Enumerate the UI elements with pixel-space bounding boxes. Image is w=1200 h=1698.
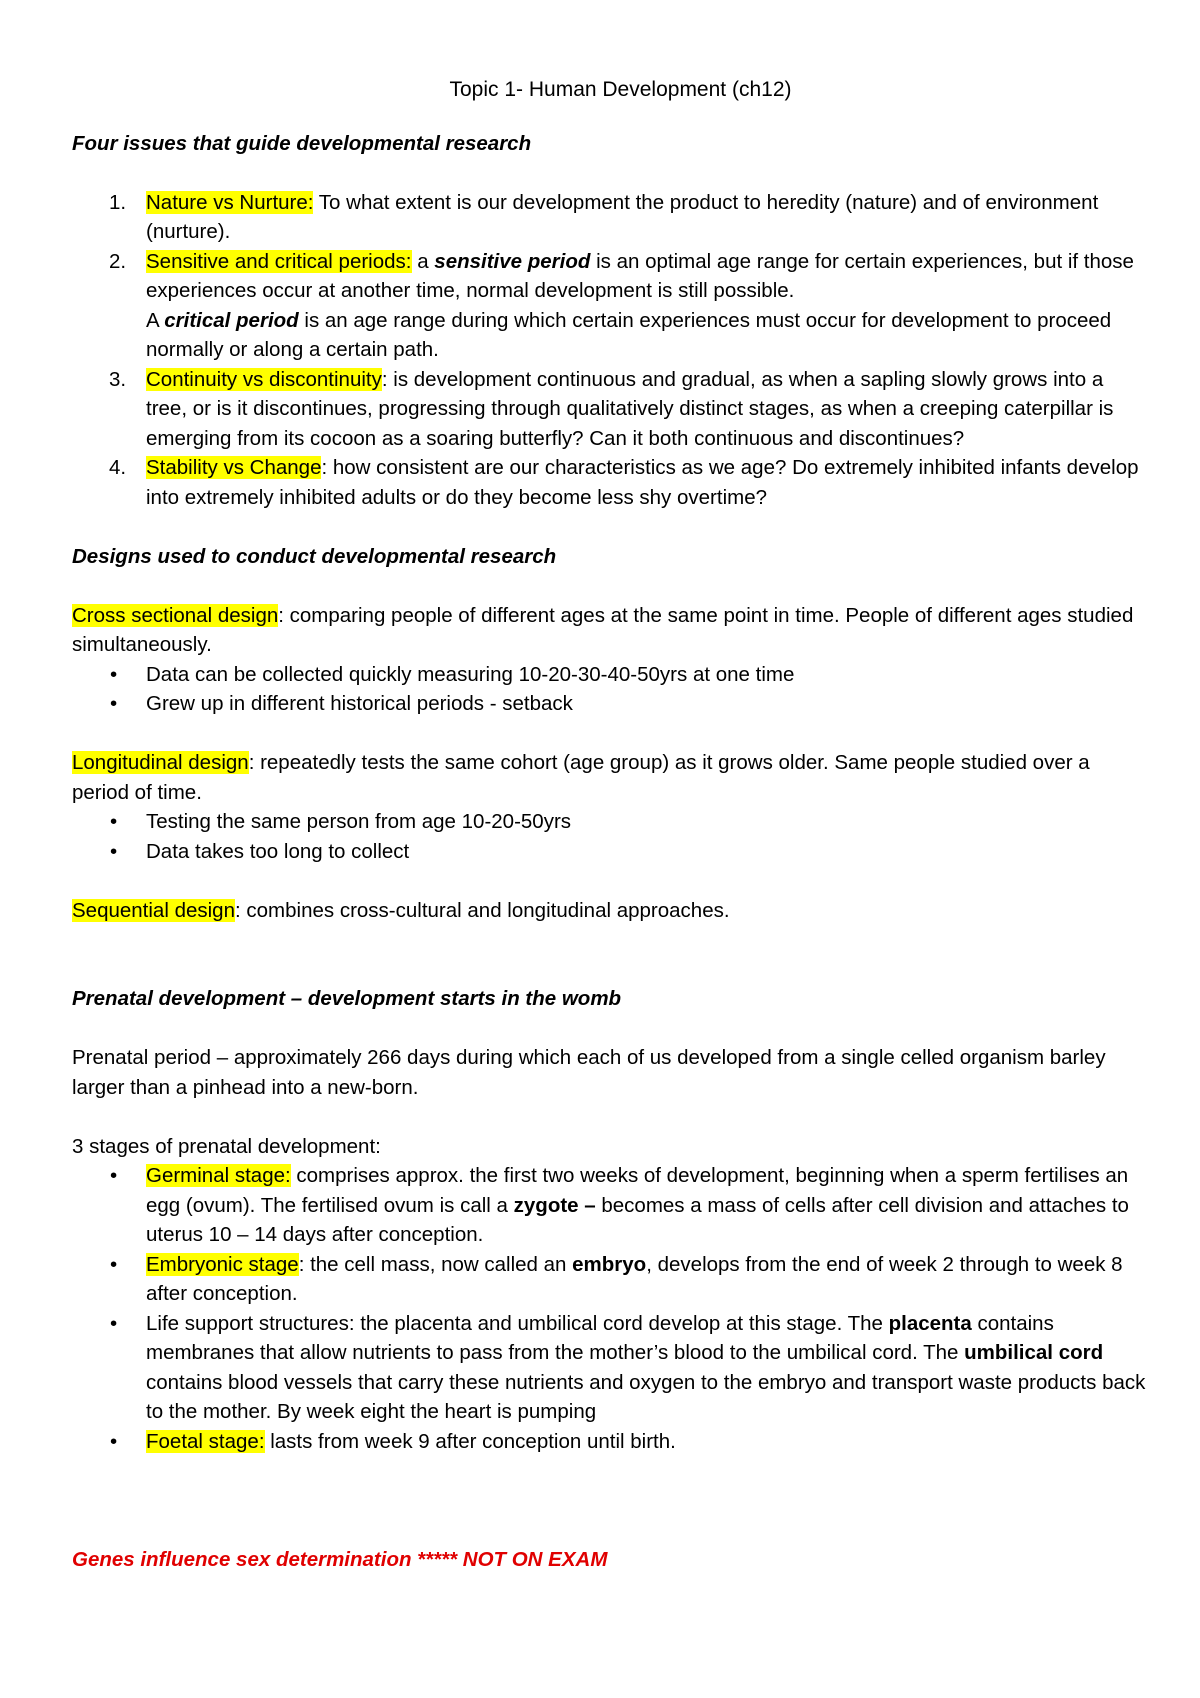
highlighted-term: Embryonic stage [146,1252,299,1276]
list-item: • Life support structures: the placenta and umbilical cord develop at this stage. The placenta contains membranes that allow nutrients to pass from the mother’s blood to the umbilical cord. The umbilical cord contains blood vessels that carry these nutrients and oxygen to the embryo and transport waste products back to the mother. By week eight the heart is pumping [72,1309,1147,1427]
highlighted-term: Nature vs Nurture: [146,190,314,214]
paragraph-stages-lead: 3 stages of prenatal development: [72,1134,381,1158]
bullet-icon: • [110,1311,118,1335]
issues-list [72,188,1147,513]
prenatal-stage-bullets [72,1161,1147,1456]
highlighted-term: Germinal stage: [146,1164,291,1187]
highlighted-term: Sequential design [72,898,235,922]
paragraph-longitudinal: Longitudinal design: repeatedly tests the same cohort (age group) as it grows older. Same people studied over a period of time. [72,751,1090,804]
highlighted-term: Continuity vs discontinuity [146,367,382,391]
footer-note: Genes influence sex determination ***** NOT ON EXAM [72,1547,608,1571]
list-item: 4. Stability vs Change: how consistent are our characteristics as we age? Do extremely inhibited infants develop into extremely inhibited adults or do they become less shy overtime? [109,456,1139,509]
list-item: • Germinal stage: comprises approx. the first two weeks of development, beginning when a sperm fertilises an egg (ovum). The fertilised ovum is call a zygote – becomes a mass of cells after cell division and attaches to uterus 10 – 14 days after conception. [72,1161,1147,1250]
list-item: 2. Sensitive and critical periods: a sensitive period is an optimal age range for certain experiences, but if those experiences occur at another time, normal development is still possible. A critical period is an age range during which certain experiences must occur for development to proceed normally or along a certain path. [109,249,1134,361]
list-item: • Embryonic stage: the cell mass, now called an embryo, develops from the end of week 2 through to week 8 after conception. [72,1250,1147,1309]
list-item: • Grew up in different historical periods - setback [72,689,1147,719]
bullet-icon: • [110,692,118,715]
section-heading-issues: Four issues that guide developmental research [72,131,532,155]
document-page [72,75,1147,1574]
list-item: • Foetal stage: lasts from week 9 after conception until birth. [72,1427,1147,1457]
section-heading-designs: Designs used to conduct developmental research [72,544,557,568]
paragraph-cross-sectional: Cross sectional design: comparing people of different ages at the same point in time. People of different ages studied simultaneously. [72,603,1134,656]
highlighted-term: Foetal stage: [146,1429,265,1453]
list-item: 1. Nature vs Nurture: To what extent is our development the product to heredity (nature) and of environment (nurture). [109,190,1099,243]
highlighted-term: Sensitive and critical periods: [146,249,412,273]
list-item: • Data takes too long to collect [72,837,1147,867]
bullet-icon: • [110,1164,118,1187]
highlighted-term: Stability vs Change [146,456,322,479]
list-item: • Data can be collected quickly measuring 10-20-30-40-50yrs at one time [72,660,1147,690]
paragraph-sequential: Sequential design: combines cross-cultural and longitudinal approaches. [72,898,730,922]
bullet-icon: • [110,662,118,686]
bullet-icon: • [110,1252,118,1276]
list-item: • Testing the same person from age 10-20-50yrs [72,807,1147,837]
highlighted-term: Longitudinal design [72,751,249,774]
bullet-icon: • [110,839,118,863]
longitudinal-bullets [72,807,1147,866]
section-heading-prenatal: Prenatal development – development starts in the womb [72,987,622,1010]
page-title: Topic 1- Human Development (ch12) [449,78,792,101]
list-item: 3. Continuity vs discontinuity: is development continuous and gradual, as when a sapling slowly grows into a tree, or is it discontinues, progressing through qualitatively distinct stages, as when a creeping caterpillar is emerging from its cocoon as a soaring butterfly? Can it both continuous and discontinues? [109,367,1114,450]
cross-sectional-bullets [72,660,1147,719]
bullet-icon: • [110,1429,118,1453]
highlighted-term: Cross sectional design [72,603,279,627]
paragraph-prenatal-intro: Prenatal period – approximately 266 days during which each of us developed from a single celled organism barley larger than a pinhead into a new-born. [72,1046,1106,1099]
bullet-icon: • [110,810,118,833]
